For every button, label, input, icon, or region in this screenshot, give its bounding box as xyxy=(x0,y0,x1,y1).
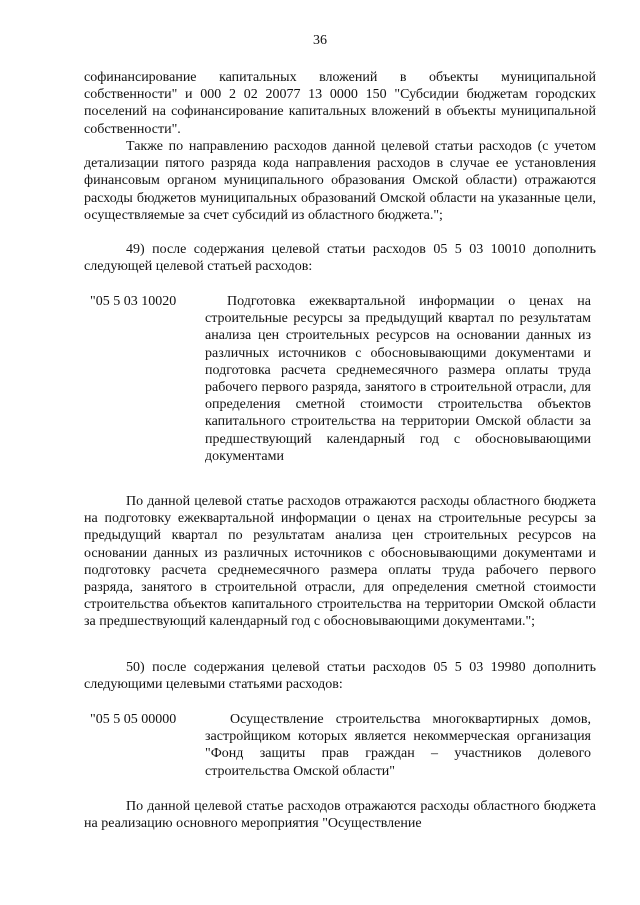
paragraph-item-49: 49) после содержания целевой статьи расходов 05 5 03 10010 дополнить следующей целевой статьей расходов: xyxy=(84,242,596,275)
paragraph-article-explanation: По данной целевой статье расходов отражаются расходы областного бюджета на реализацию основного мероприятия "Осуществление xyxy=(84,799,596,832)
paragraph-article-explanation: По данной целевой статье расходов отражаются расходы областного бюджета на подготовку ежеквартальной информации о ценах на строительные ресурсы за предыдущий квартал по результатам анализа цен строительных ресурсов на основании данных из различных источников с обосновывающими документами и подготовку расчета среднемесячного размера оплаты труда рабочего первого разряда, занятого в строительной отрасли, для определения сметной стоимости строительства объектов капитального строительства на территории Омской области за предшествующий календарный год с обосновывающими документами."; xyxy=(84,494,596,630)
paragraph-item-50: 50) после содержания целевой статьи расходов 05 5 03 19980 дополнить следующими целевыми статьями расходов: xyxy=(84,660,596,693)
target-article-code: "05 5 03 10020 xyxy=(90,294,177,309)
paragraph-funding-codes: софинансирование капитальных вложений в объекты муниципальной собственности" и 000 2 02 20077 13 0000 150 "Субсидии бюджетам городских поселений на софинансирование капитальных вложений в объекты муниципальной собственности". xyxy=(84,70,596,137)
paragraph-municipal-expenses: Также по направлению расходов данной целевой статьи расходов (с учетом детализации пятого разряда кода направления расходов в случае ее установления финансовым органом муниципального образования Омской области) отражаются расходы бюджетов муниципальных образований Омской области на указанные цели, осуществляемые за счет субсидий из областного бюджета."; xyxy=(84,139,596,223)
page-number: 36 xyxy=(313,33,327,48)
target-article-description: Осуществление строительства многоквартирных домов, застройщиком которых является некоммерческая организация "Фонд защиты прав граждан – участников долевого строительства Омской области" xyxy=(205,712,591,779)
target-article-code: "05 5 05 00000 xyxy=(90,712,177,727)
target-article-description: Подготовка ежеквартальной информации о ценах на строительные ресурсы за предыдущий квартал по результатам анализа цен строительных ресурсов на основании данных из различных источников с обосновывающими документами и подготовка расчета среднемесячного размера оплаты труда рабочего первого разряда, занятого в строительной отрасли, для определения сметной стоимости строительства объектов капитального строительства на территории Омской области за предшествующий календарный год с обосновывающими документами xyxy=(205,294,591,464)
